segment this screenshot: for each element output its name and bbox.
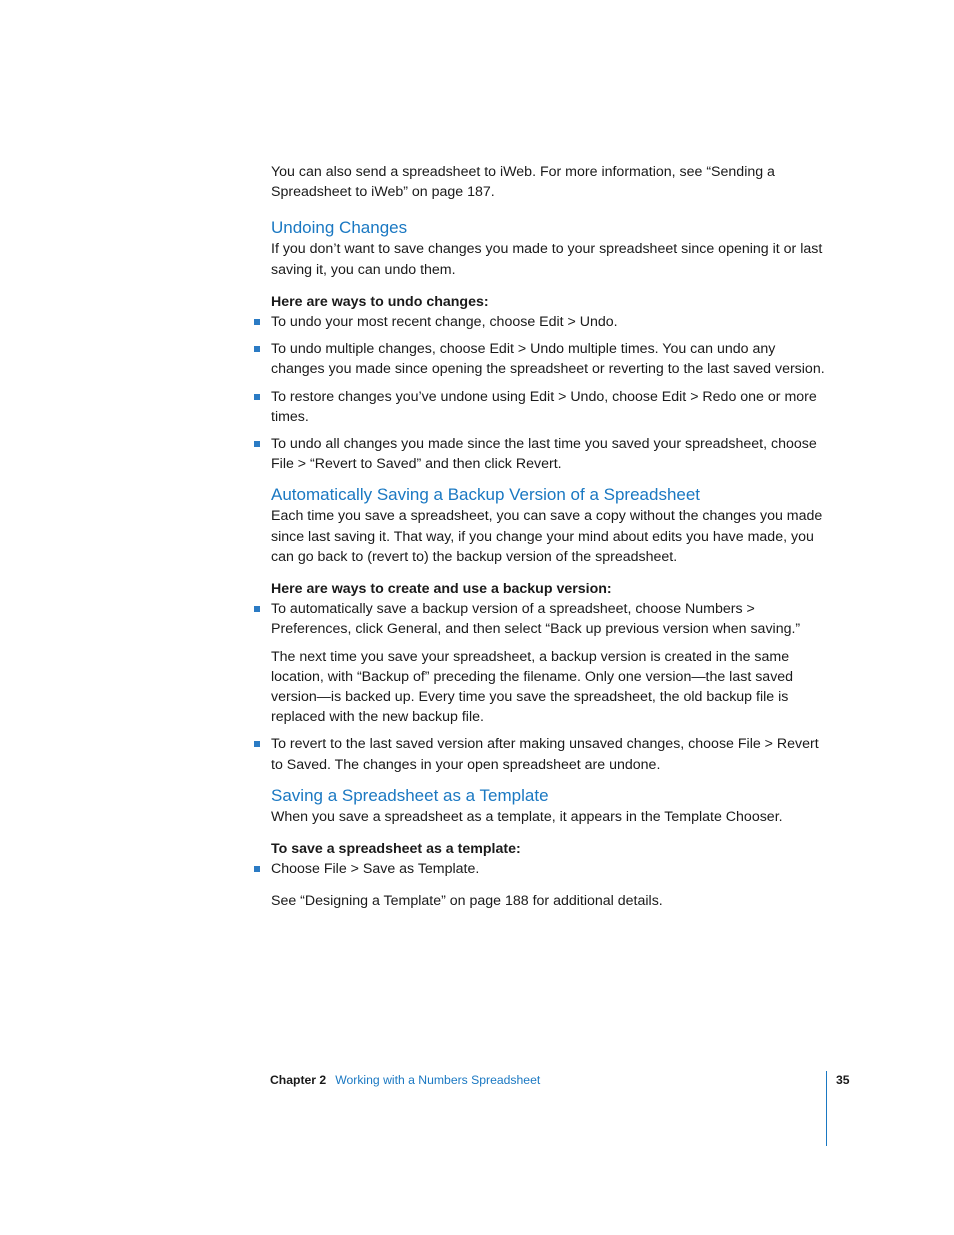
square-bullet-icon bbox=[254, 866, 260, 872]
square-bullet-icon bbox=[254, 441, 260, 447]
list-item: To undo your most recent change, choose Edit > Undo. bbox=[271, 312, 831, 332]
list-lead: Here are ways to create and use a backup version: bbox=[271, 581, 612, 598]
square-bullet-icon bbox=[254, 319, 260, 325]
square-bullet-icon bbox=[254, 346, 260, 352]
list-item: To revert to the last saved version after making unsaved changes, choose File > Revert to Saved. The changes in your open spreadsheet are undone. bbox=[271, 734, 831, 774]
section-heading: Saving a Spreadsheet as a Template bbox=[271, 785, 549, 805]
section-undoing-changes bbox=[271, 217, 831, 474]
footer-chapter-title: Working with a Numbers Spreadsheet bbox=[335, 1073, 541, 1087]
list-item: To undo all changes you made since the last time you saved your spreadsheet, choose File > “Revert to Saved” and then click Revert. bbox=[271, 434, 831, 474]
page-number: 35 bbox=[836, 1073, 850, 1087]
section-heading: Undoing Changes bbox=[271, 218, 408, 238]
list-item: To automatically save a backup version of a spreadsheet, choose Numbers > Preferences, click General, and then select “Back up previous version when saving.” bbox=[271, 599, 831, 639]
footer-chapter: Chapter 2 bbox=[270, 1073, 327, 1087]
undo-list bbox=[271, 312, 831, 474]
square-bullet-icon bbox=[254, 394, 260, 400]
template-list bbox=[271, 859, 831, 879]
section-backup-version bbox=[271, 484, 831, 774]
list-lead: To save a spreadsheet as a template: bbox=[271, 841, 521, 858]
footer-divider bbox=[826, 1071, 827, 1146]
backup-list bbox=[271, 599, 831, 639]
square-bullet-icon bbox=[254, 606, 260, 612]
list-item: Choose File > Save as Template. bbox=[271, 859, 831, 879]
list-lead: Here are ways to undo changes: bbox=[271, 293, 489, 310]
page-content bbox=[271, 162, 831, 912]
backup-list-2 bbox=[271, 734, 831, 774]
template-note: See “Designing a Template” on page 188 for additional details. bbox=[271, 893, 663, 910]
list-item: To undo multiple changes, choose Edit > Undo multiple times. You can undo any changes you made since opening the spreadsheet or reverting to the last saved version. bbox=[271, 339, 831, 379]
list-item: To restore changes you’ve undone using Edit > Undo, choose Edit > Redo one or more times. bbox=[271, 387, 831, 427]
section-save-template bbox=[271, 785, 831, 912]
section-body: When you save a spreadsheet as a template, it appears in the Template Chooser. bbox=[271, 808, 783, 825]
section-body: If you don’t want to save changes you made to your spreadsheet since opening it or last saving it, you can undo them. bbox=[271, 241, 823, 278]
page-footer bbox=[270, 1073, 540, 1087]
square-bullet-icon bbox=[254, 741, 260, 747]
section-body: Each time you save a spreadsheet, you can save a copy without the changes you made since last saving it. That way, if you change your mind about edits you have made, you can go back to (revert to) the backup version of the spreadsheet. bbox=[271, 508, 823, 565]
section-heading: Automatically Saving a Backup Version of a Spreadsheet bbox=[271, 485, 701, 505]
intro-paragraph: You can also send a spreadsheet to iWeb. For more information, see “Sending a Spreadsheet to iWeb” on page 187. bbox=[271, 164, 775, 201]
backup-note: The next time you save your spreadsheet, a backup version is created in the same location, with “Backup of” preceding the filename. Only one version—the last saved version—is backed up. Every time you save the spreadsheet, the old backup file is replaced with the new backup file. bbox=[271, 648, 794, 726]
